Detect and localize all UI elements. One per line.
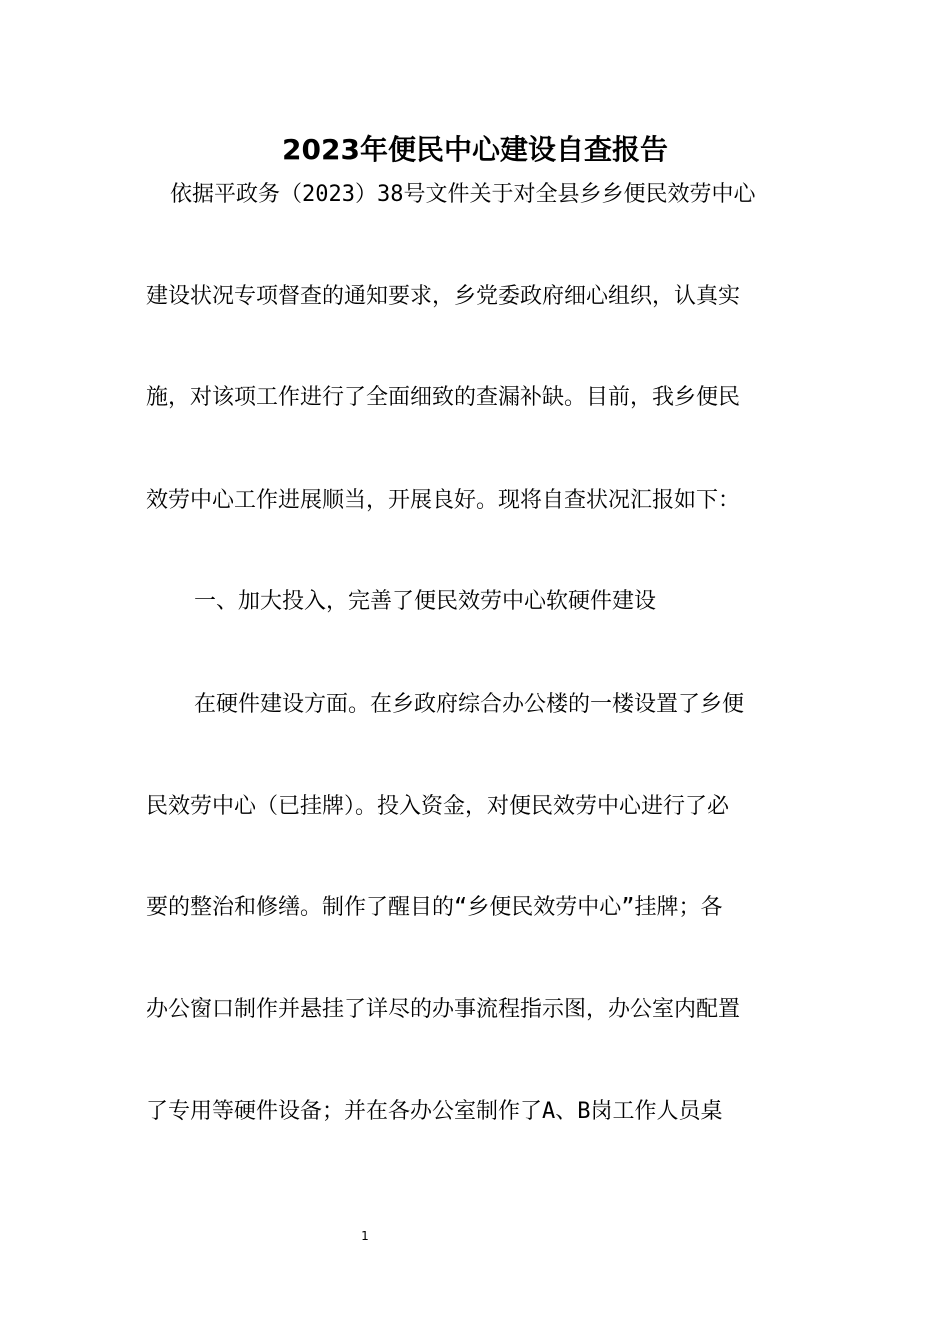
paragraph-line: 施，对该项工作进行了全面细致的查漏补缺。目前，我乡便民 [146,385,741,410]
section-heading: 一、加大投入，完善了便民效劳中心软硬件建设 [194,589,657,614]
paragraph-line: 办公窗口制作并悬挂了详尽的办事流程指示图，办公室内配置 [146,997,741,1022]
paragraph-line: 依据平政务（2023）38号文件关于对全县乡乡便民效劳中心 [170,182,756,207]
document-title: 2023年便民中心建设自查报告 [282,133,668,166]
page-number: 1 [361,1229,369,1243]
paragraph-line: 要的整治和修缮。制作了醒目的“乡便民效劳中心”挂牌；各 [146,895,723,920]
paragraph-line: 在硬件建设方面。在乡政府综合办公楼的一楼设置了乡便 [194,692,745,717]
paragraph-line: 效劳中心工作进展顺当，开展良好。现将自查状况汇报如下： [146,488,741,513]
paragraph-line: 民效劳中心（已挂牌）。投入资金，对便民效劳中心进行了必 [146,794,730,819]
paragraph-line: 建设状况专项督查的通知要求，乡党委政府细心组织，认真实 [146,284,741,309]
paragraph-line: 了专用等硬件设备；并在各办公室制作了A、B岗工作人员桌 [146,1099,723,1124]
